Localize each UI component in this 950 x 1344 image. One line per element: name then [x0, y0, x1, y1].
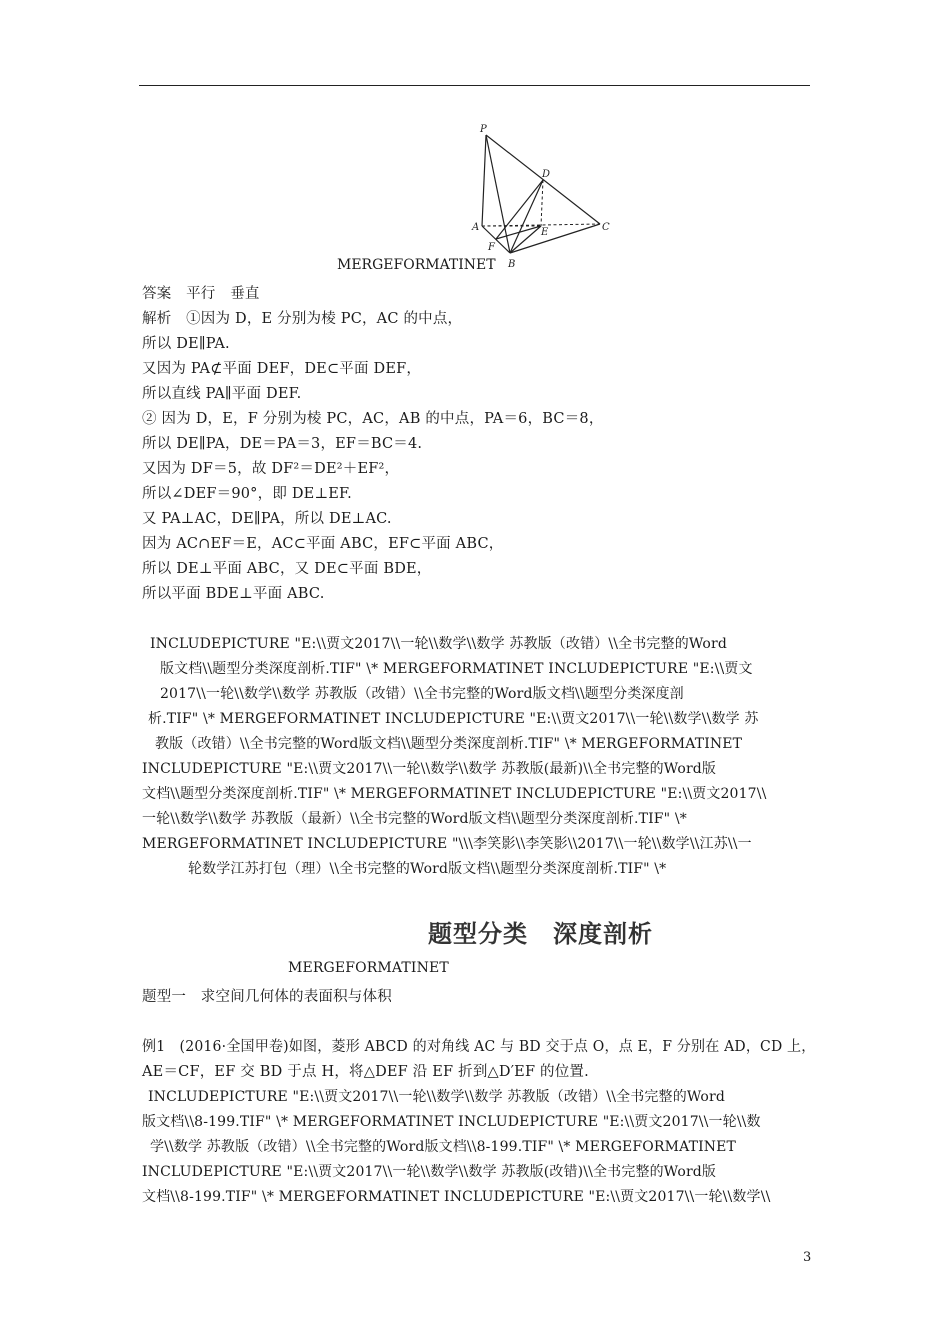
- analysis-line-10: 因为 AC∩EF＝E，AC⊂平面 ABC，EF⊂平面 ABC，: [142, 536, 504, 552]
- section-field-code: MERGEFORMATINET: [288, 960, 449, 976]
- pyramid-figure: [468, 120, 618, 275]
- include-line-6: INCLUDEPICTURE "E:\\贾文2017\\一轮\\数学\\数学 苏教版(最新)\\全书完整的Word版: [142, 761, 717, 777]
- figure-field-code: MERGEFORMATINET: [337, 257, 496, 273]
- include-line-4: 析.TIF" \* MERGEFORMATINET INCLUDEPICTURE "E:\\贾文2017\\一轮\\数学\\数学 苏: [148, 711, 759, 727]
- label-D: D: [542, 169, 551, 180]
- label-P: P: [480, 124, 487, 135]
- page-number: 3: [803, 1250, 812, 1265]
- include-line-1: INCLUDEPICTURE "E:\\贾文2017\\一轮\\数学\\数学 苏教版（改错）\\全书完整的Word: [150, 636, 727, 652]
- analysis-line-4: 所以直线 PA∥平面 DEF.: [142, 386, 302, 402]
- include-line-10: 轮数学江苏打包（理）\\全书完整的Word版文档\\题型分类深度剖析.TIF" \*: [188, 861, 667, 877]
- example-line-2: AE＝CF，EF 交 BD 于点 H，将△DEF 沿 EF 折到△D′EF 的位置.: [142, 1064, 589, 1080]
- analysis-line-3: 又因为 PA⊄平面 DEF，DE⊂平面 DEF，: [142, 361, 422, 377]
- include2-line-5: 文档\\8-199.TIF" \* MERGEFORMATINET INCLUDEPICTURE "E:\\贾文2017\\一轮\\数学\\: [142, 1189, 771, 1205]
- include2-line-1: INCLUDEPICTURE "E:\\贾文2017\\一轮\\数学\\数学 苏教版（改错）\\全书完整的Word: [148, 1089, 725, 1105]
- analysis-line-2: 所以 DE∥PA.: [142, 336, 230, 352]
- header-rule: [139, 85, 810, 86]
- analysis-line-12: 所以平面 BDE⊥平面 ABC.: [142, 586, 325, 602]
- analysis-line-8: 所以∠DEF＝90°，即 DE⊥EF.: [142, 486, 352, 502]
- include2-line-4: INCLUDEPICTURE "E:\\贾文2017\\一轮\\数学\\数学 苏教版(改错)\\全书完整的Word版: [142, 1164, 717, 1180]
- include-line-3: 2017\\一轮\\数学\\数学 苏教版（改错）\\全书完整的Word版文档\\题型分类深度剖: [160, 686, 684, 702]
- label-A: A: [472, 222, 480, 233]
- answer-line: 答案 平行 垂直: [142, 286, 260, 302]
- include-line-8: 一轮\\数学\\数学 苏教版（最新）\\全书完整的Word版文档\\题型分类深度剖析.TIF" \*: [142, 811, 687, 827]
- label-B: B: [508, 259, 516, 270]
- analysis-line-7: 又因为 DF＝5，故 DF²＝DE²＋EF²，: [142, 461, 400, 477]
- include-line-2: 版文档\\题型分类深度剖析.TIF" \* MERGEFORMATINET INCLUDEPICTURE "E:\\贾文: [160, 661, 753, 677]
- edge-PA: [482, 135, 486, 226]
- analysis-line-5: ② 因为 D，E，F 分别为棱 PC，AC，AB 的中点，PA＝6，BC＝8，: [142, 411, 604, 427]
- example-line-1: 例1 (2016·全国甲卷)如图，菱形 ABCD 的对角线 AC 与 BD 交于点 O，点 E，F 分别在 AD，CD 上，: [142, 1039, 816, 1055]
- edge-PB: [486, 135, 510, 253]
- edge-BC: [510, 224, 600, 253]
- include2-line-2: 版文档\\8-199.TIF" \* MERGEFORMATINET INCLUDEPICTURE "E:\\贾文2017\\一轮\\数: [142, 1114, 761, 1130]
- analysis-line-1: 解析 ①因为 D，E 分别为棱 PC，AC 的中点，: [142, 311, 463, 327]
- label-C: C: [602, 222, 610, 233]
- analysis-line-6: 所以 DE∥PA，DE＝PA＝3，EF＝BC＝4.: [142, 436, 423, 452]
- analysis-line-11: 所以 DE⊥平面 ABC，又 DE⊂平面 BDE，: [142, 561, 432, 577]
- include-line-5: 教版（改错）\\全书完整的Word版文档\\题型分类深度剖析.TIF" \* MERGEFORMATINET: [155, 736, 743, 752]
- section-heading: 题型分类 深度剖析: [428, 920, 653, 948]
- edge-DE-dashed: [541, 180, 543, 226]
- label-F: F: [488, 242, 495, 253]
- include-line-7: 文档\\题型分类深度剖析.TIF" \* MERGEFORMATINET INCLUDEPICTURE "E:\\贾文2017\\: [142, 786, 767, 802]
- edge-BD: [510, 180, 543, 253]
- type-title: 题型一 求空间几何体的表面积与体积: [142, 989, 392, 1005]
- label-E: E: [541, 227, 549, 238]
- include2-line-3: 学\\数学 苏教版（改错）\\全书完整的Word版文档\\8-199.TIF" \* MERGEFORMATINET: [150, 1139, 737, 1155]
- include-line-9: MERGEFORMATINET INCLUDEPICTURE "\\\李笑影\\李笑影\\2017\\一轮\\数学\\江苏\\一: [142, 836, 752, 852]
- analysis-line-9: 又 PA⊥AC，DE∥PA，所以 DE⊥AC.: [142, 511, 392, 527]
